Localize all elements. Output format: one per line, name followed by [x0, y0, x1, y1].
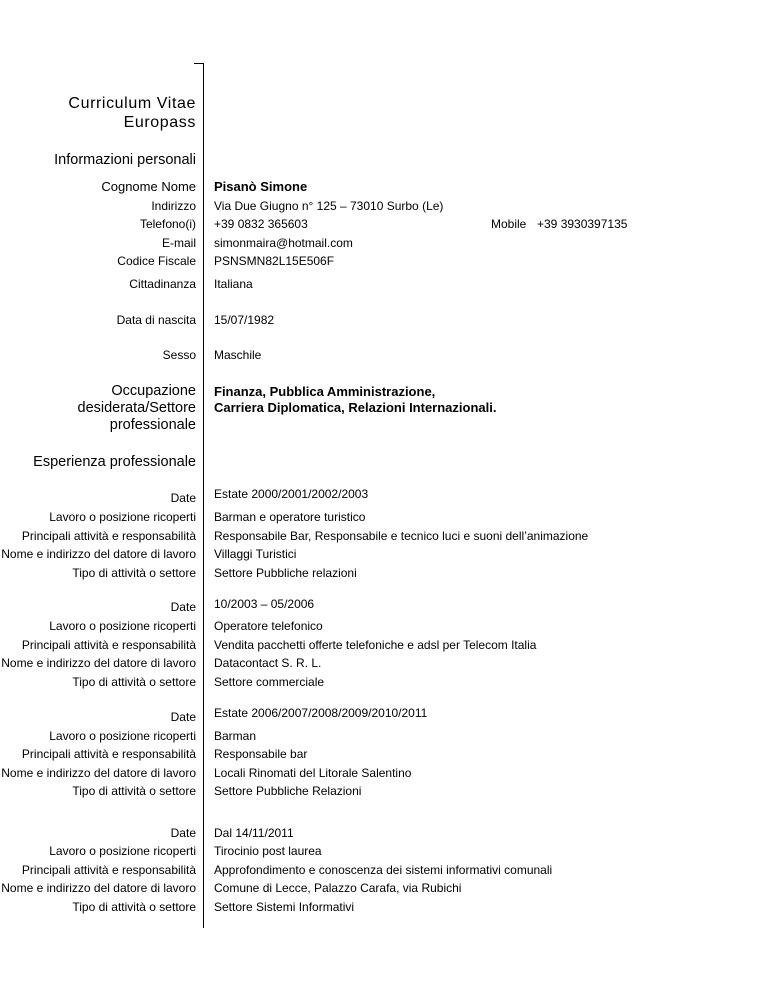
value-position: Tirocinio post laurea: [214, 844, 322, 858]
label-activities: Principali attività e responsabilità: [21, 529, 196, 543]
value-sector: Settore commerciale: [214, 675, 325, 689]
label-name: Cognome Nome: [101, 179, 196, 194]
label-sector: Tipo di attività o settore: [72, 675, 196, 689]
label-employer: Nome e indirizzo del datore di lavoro: [1, 766, 196, 780]
label-activities: Principali attività e responsabilità: [21, 747, 196, 761]
value-email: simonmaira@hotmail.com: [214, 236, 353, 250]
value-occupation-line1: Finanza, Pubblica Amministrazione,: [214, 384, 436, 399]
label-date: Date: [170, 600, 196, 614]
value-employer: Comune di Lecce, Palazzo Carafa, via Rubichi: [214, 881, 462, 895]
label-position: Lavoro o posizione ricoperti: [49, 844, 196, 858]
value-sector: Settore Pubbliche relazioni: [214, 566, 357, 580]
value-phone: +39 0832 365603: [214, 217, 308, 231]
value-position: Operatore telefonico: [214, 619, 323, 633]
label-address: Indirizzo: [151, 199, 196, 213]
section-heading-personal: Informazioni personali: [54, 152, 196, 168]
divider-top-tick: [194, 63, 204, 64]
label-email: E-mail: [161, 236, 196, 250]
label-sex: Sesso: [162, 348, 196, 362]
value-date: 10/2003 – 05/2006: [214, 597, 315, 611]
label-employer: Nome e indirizzo del datore di lavoro: [1, 656, 196, 670]
label-position: Lavoro o posizione ricoperti: [49, 510, 196, 524]
label-occupation-line3: professionale: [109, 417, 196, 433]
label-date: Date: [170, 710, 196, 724]
label-occupation-line1: Occupazione: [111, 383, 196, 399]
value-employer: Datacontact S. R. L.: [214, 656, 322, 670]
label-citizenship: Cittadinanza: [129, 277, 196, 291]
label-sector: Tipo di attività o settore: [72, 784, 196, 798]
value-activities: Approfondimento e conoscenza dei sistemi informativi comunali: [214, 863, 553, 877]
label-date: Date: [170, 826, 196, 840]
value-occupation-line2: Carriera Diplomatica, Relazioni Internazionali.: [214, 400, 497, 415]
cv-title-line1: Curriculum Vitae: [68, 95, 196, 112]
value-sector: Settore Pubbliche Relazioni: [214, 784, 362, 798]
value-employer: Villaggi Turistici: [214, 547, 297, 561]
label-date: Date: [170, 491, 196, 505]
label-position: Lavoro o posizione ricoperti: [49, 619, 196, 633]
value-sex: Maschile: [214, 348, 262, 362]
value-address: Via Due Giugno n° 125 – 73010 Surbo (Le): [214, 199, 444, 213]
label-employer: Nome e indirizzo del datore di lavoro: [1, 547, 196, 561]
value-activities: Responsabile Bar, Responsabile e tecnico luci e suoni dell’animazione: [214, 529, 589, 543]
value-activities: Vendita pacchetti offerte telefoniche e adsl per Telecom Italia: [214, 638, 537, 652]
value-employer: Locali Rinomati del Litorale Salentino: [214, 766, 412, 780]
label-activities: Principali attività e responsabilità: [21, 863, 196, 877]
value-date: Dal 14/11/2011: [214, 826, 294, 840]
value-date: Estate 2006/2007/2008/2009/2010/2011: [214, 706, 428, 720]
value-mobile: +39 3930397135: [537, 217, 628, 231]
label-sector: Tipo di attività o settore: [72, 900, 196, 914]
column-divider: [203, 63, 204, 928]
value-name: Pisanò Simone: [214, 179, 308, 194]
label-occupation-line2: desiderata/Settore: [77, 400, 196, 416]
value-birth-date: 15/07/1982: [214, 313, 275, 327]
value-citizenship: Italiana: [214, 277, 253, 291]
label-employer: Nome e indirizzo del datore di lavoro: [1, 881, 196, 895]
value-date: Estate 2000/2001/2002/2003: [214, 487, 369, 501]
label-mobile: Mobile: [491, 217, 527, 231]
value-sector: Settore Sistemi Informativi: [214, 900, 355, 914]
label-position: Lavoro o posizione ricoperti: [49, 729, 196, 743]
value-position: Barman e operatore turistico: [214, 510, 366, 524]
label-tax-code: Codice Fiscale: [117, 254, 196, 268]
label-sector: Tipo di attività o settore: [72, 566, 196, 580]
value-position: Barman: [214, 729, 257, 743]
value-activities: Responsabile bar: [214, 747, 308, 761]
label-birth-date: Data di nascita: [116, 313, 196, 327]
section-heading-experience: Esperienza professionale: [33, 454, 196, 470]
cv-title-line2: Europass: [123, 114, 196, 131]
value-tax-code: PSNSMN82L15E506F: [214, 254, 335, 268]
label-activities: Principali attività e responsabilità: [21, 638, 196, 652]
label-phone: Telefono(i): [139, 217, 196, 231]
